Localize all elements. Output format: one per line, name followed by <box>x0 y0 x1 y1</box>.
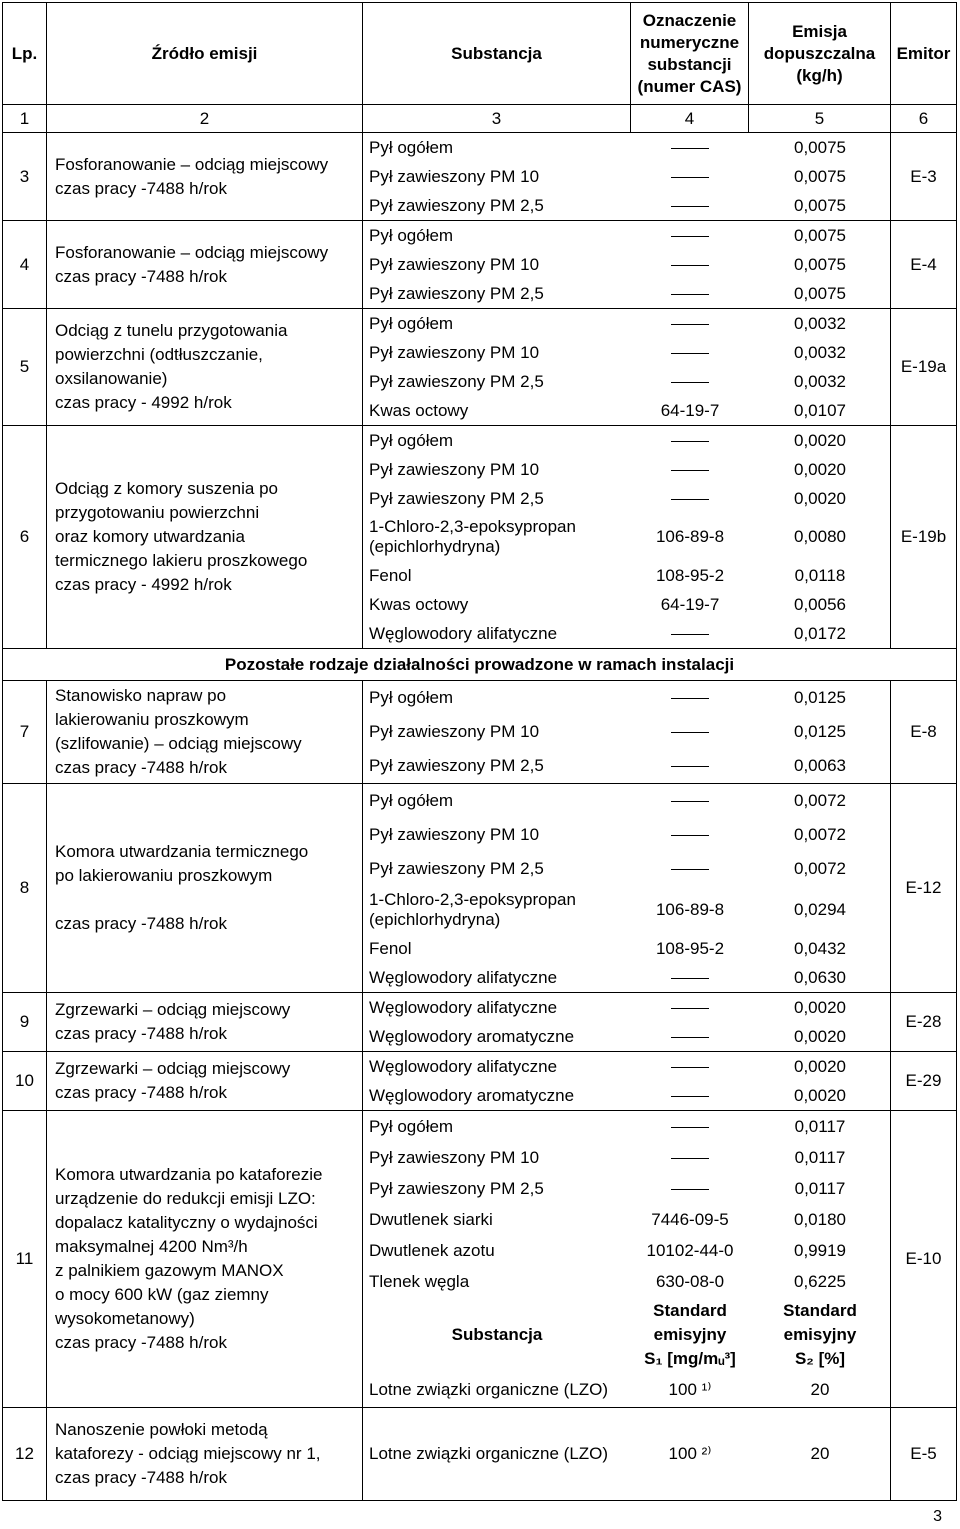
header-lp: Lp. <box>3 3 47 105</box>
emission-value: 0,0072 <box>794 859 846 878</box>
dash-mark <box>671 499 709 500</box>
row-number: 12 <box>3 1408 47 1501</box>
substance-row <box>363 484 891 513</box>
emission-source: Zgrzewarki – odciąg miejscowy czas pracy -7488 h/rok <box>47 993 363 1052</box>
row-number: 10 <box>3 1052 47 1111</box>
substance-block <box>363 993 891 1052</box>
cas-number: 108-95-2 <box>655 565 725 585</box>
table-row <box>3 1111 957 1408</box>
substance-block <box>363 221 891 309</box>
col-number: 6 <box>891 105 957 133</box>
emission-value: 0,0294 <box>794 900 846 919</box>
substance-list <box>363 309 891 425</box>
cas-number: 10102-44-0 <box>646 1240 734 1260</box>
cas-number <box>631 749 749 783</box>
table-row <box>3 784 957 993</box>
substance-name: Pył zawieszony PM 10 <box>369 459 540 479</box>
substance-row <box>363 749 891 783</box>
emission-value: 0,0020 <box>794 430 846 450</box>
cas-number <box>631 133 749 162</box>
cas-number <box>631 681 749 715</box>
substance-list <box>363 133 891 220</box>
cas-number <box>631 619 749 648</box>
emission-source: Stanowisko napraw po lakierowaniu proszkowym (szlifowanie) – odciąg miejscowy czas pracy -7488 h/rok <box>47 681 363 784</box>
emission-value: 0,0020 <box>794 1085 846 1105</box>
emission-value: 0,0125 <box>794 722 846 741</box>
standard-substance: Lotne związki organiczne (LZO) <box>369 1444 609 1463</box>
table-row <box>3 309 957 426</box>
substance-name: Węglowodory alifatyczne <box>369 997 558 1017</box>
dash-mark <box>671 835 709 836</box>
substance-row <box>363 784 891 818</box>
cas-number: 108-95-2 <box>655 938 725 958</box>
emission-value: 0,0117 <box>794 1147 846 1167</box>
emission-value: 0,0172 <box>794 623 846 643</box>
emission-value: 0,0072 <box>794 791 846 810</box>
emission-value: 0,0020 <box>794 997 846 1017</box>
substance-row <box>363 1235 891 1266</box>
substance-block <box>363 1111 891 1408</box>
emitter-code: E-19a <box>891 309 957 426</box>
cas-number: 106-89-8 <box>655 527 725 546</box>
substance-row <box>363 279 891 308</box>
substance-name: Tlenek węgla <box>369 1271 470 1291</box>
emitter-code: E-5 <box>891 1408 957 1501</box>
cas-number <box>631 484 749 513</box>
standard-s1: 100 ¹⁾ <box>668 1380 712 1399</box>
table-row <box>3 993 957 1052</box>
cas-number <box>631 455 749 484</box>
standard-s2: 20 <box>810 1380 830 1399</box>
dash-mark <box>671 766 709 767</box>
substance-name: Węglowodory alifatyczne <box>369 1056 558 1076</box>
standard-s1: 100 ²⁾ <box>668 1444 712 1463</box>
substance-name: Węglowodory alifatyczne <box>369 967 558 987</box>
substance-row <box>363 1111 891 1142</box>
substance-row <box>363 1142 891 1173</box>
substance-row <box>363 1173 891 1204</box>
table-row <box>3 1052 957 1111</box>
emission-value: 0,0075 <box>794 195 846 215</box>
substance-name: Pył ogółem <box>369 225 454 245</box>
substance-row <box>363 715 891 749</box>
substance-name: Kwas octowy <box>369 594 469 614</box>
col-number: 3 <box>363 105 631 133</box>
substance-name: Pył zawieszony PM 10 <box>369 342 540 362</box>
dash-mark <box>671 634 709 635</box>
emission-value: 0,0020 <box>794 488 846 508</box>
substance-row <box>363 619 891 648</box>
emission-value: 0,0020 <box>794 1026 846 1046</box>
cas-number <box>631 309 749 338</box>
substance-block <box>363 1408 891 1501</box>
emission-value: 0,0032 <box>794 342 846 362</box>
emission-source: Komora utwardzania po kataforezie urządzenie do redukcji emisji LZO: dopalacz katalityczny o wydajności maksymalnej 4200 Nm³/h z palnikiem gazowym MANOX o mocy 600 kW (gaz ziemny wysokometanowy) czas pracy -7488 h/rok <box>47 1111 363 1408</box>
emission-value: 0,0072 <box>794 825 846 844</box>
substance-row <box>363 963 891 992</box>
cas-number: 630-08-0 <box>655 1271 725 1291</box>
emitter-code: E-3 <box>891 133 957 221</box>
row-number: 3 <box>3 133 47 221</box>
emission-value: 0,0063 <box>794 756 846 775</box>
table-row <box>3 426 957 649</box>
emission-value: 0,6225 <box>794 1271 846 1291</box>
substance-name: Pył zawieszony PM 10 <box>369 825 540 844</box>
substance-name: Pył ogółem <box>369 430 454 450</box>
dash-mark <box>671 382 709 383</box>
standard-header-substance: Substancja <box>451 1325 543 1344</box>
cas-number <box>631 250 749 279</box>
emission-value: 0,0117 <box>794 1178 846 1198</box>
emission-value: 0,0125 <box>794 688 846 707</box>
substance-row <box>363 309 891 338</box>
substance-row <box>363 993 891 1022</box>
cas-number <box>631 1111 749 1142</box>
emission-source: Odciąg z tunelu przygotowania powierzchni (odtłuszczanie, oxsilanowanie) czas pracy - 4992 h/rok <box>47 309 363 426</box>
dash-mark <box>671 869 709 870</box>
emission-value: 0,0075 <box>794 166 846 186</box>
standard-row <box>363 1408 891 1500</box>
substance-name: Pył ogółem <box>369 688 454 707</box>
dash-mark <box>671 353 709 354</box>
cas-number <box>631 993 749 1022</box>
emission-value: 0,9919 <box>794 1240 846 1260</box>
substance-name: Pył zawieszony PM 10 <box>369 166 540 186</box>
row-number: 8 <box>3 784 47 993</box>
substance-name: 1-Chloro-2,3-epoksypropan (epichlorhydryna) <box>369 517 576 556</box>
emission-value: 0,0032 <box>794 371 846 391</box>
cas-number <box>631 1173 749 1204</box>
substance-name: Pył ogółem <box>369 1116 454 1136</box>
substance-row <box>363 396 891 425</box>
substance-name: Pył ogółem <box>369 791 454 810</box>
row-number: 6 <box>3 426 47 649</box>
cas-number: 64-19-7 <box>660 400 720 420</box>
substance-row <box>363 426 891 455</box>
substance-list <box>363 426 891 648</box>
substance-name: Fenol <box>369 938 412 958</box>
substance-row <box>363 590 891 619</box>
substance-name: Węglowodory aromatyczne <box>369 1085 575 1105</box>
dash-mark <box>671 1067 709 1068</box>
substance-row <box>363 818 891 852</box>
col-number: 2 <box>47 105 363 133</box>
substance-name: Fenol <box>369 565 412 585</box>
cas-number: 64-19-7 <box>660 594 720 614</box>
emission-value: 0,0075 <box>794 225 846 245</box>
table-row <box>3 1408 957 1501</box>
substance-name: Pył zawieszony PM 2,5 <box>369 756 544 775</box>
dash-mark <box>671 177 709 178</box>
substance-name: Pył zawieszony PM 2,5 <box>369 195 544 215</box>
substance-name: Pył zawieszony PM 10 <box>369 254 540 274</box>
column-number-row <box>3 105 957 133</box>
emitter-code: E-29 <box>891 1052 957 1111</box>
row-number: 4 <box>3 221 47 309</box>
substance-row <box>363 191 891 220</box>
dash-mark <box>671 236 709 237</box>
cas-number <box>631 715 749 749</box>
emission-table <box>2 2 957 1501</box>
header-emission: Emisja dopuszczalna (kg/h) <box>749 3 891 105</box>
emission-source: Fosforanowanie – odciąg miejscowy czas pracy -7488 h/rok <box>47 221 363 309</box>
substance-list <box>363 993 891 1051</box>
dash-mark <box>671 1158 709 1159</box>
substance-block <box>363 426 891 649</box>
section-heading: Pozostałe rodzaje działalności prowadzone w ramach instalacji <box>3 649 957 681</box>
emitter-code: E-19b <box>891 426 957 649</box>
cas-number <box>631 367 749 396</box>
col-number: 4 <box>631 105 749 133</box>
substance-list <box>363 221 891 308</box>
emitter-code: E-28 <box>891 993 957 1052</box>
emission-source: Nanoszenie powłoki metodą kataforezy - odciąg miejscowy nr 1, czas pracy -7488 h/rok <box>47 1408 363 1501</box>
substance-name: Pył ogółem <box>369 137 454 157</box>
substance-list <box>363 1111 891 1407</box>
substance-name: Pył zawieszony PM 2,5 <box>369 488 544 508</box>
substance-row <box>363 886 891 934</box>
substance-name: Węglowodory alifatyczne <box>369 623 558 643</box>
dash-mark <box>671 1096 709 1097</box>
substance-list <box>363 784 891 992</box>
dash-mark <box>671 732 709 733</box>
substance-list <box>363 1408 891 1500</box>
substance-row <box>363 513 891 561</box>
dash-mark <box>671 1008 709 1009</box>
cas-number <box>631 426 749 455</box>
col-number: 5 <box>749 105 891 133</box>
cas-number <box>631 162 749 191</box>
substance-name: Węglowodory aromatyczne <box>369 1026 575 1046</box>
emission-value: 0,0075 <box>794 254 846 274</box>
page-number: 3 <box>933 1508 942 1525</box>
emission-value: 0,0180 <box>794 1209 846 1229</box>
substance-name: Pył zawieszony PM 2,5 <box>369 371 544 391</box>
cas-number <box>631 1142 749 1173</box>
substance-name: Pył zawieszony PM 2,5 <box>369 283 544 303</box>
row-number: 11 <box>3 1111 47 1408</box>
emission-source: Komora utwardzania termicznego po lakierowaniu proszkowym czas pracy -7488 h/rok <box>47 784 363 993</box>
substance-row <box>363 852 891 886</box>
dash-mark <box>671 1189 709 1190</box>
substance-name: 1-Chloro-2,3-epoksypropan (epichlorhydryna) <box>369 890 576 929</box>
standard-substance: Lotne związki organiczne (LZO) <box>369 1380 609 1399</box>
emitter-code: E-12 <box>891 784 957 993</box>
emission-value: 0,0630 <box>794 967 846 987</box>
emission-source: Odciąg z komory suszenia po przygotowaniu powierzchni oraz komory utwardzania termicznego lakieru proszkowego czas pracy - 4992 h/rok <box>47 426 363 649</box>
row-number: 7 <box>3 681 47 784</box>
cas-number <box>631 963 749 992</box>
emission-value: 0,0432 <box>794 938 846 958</box>
table-body <box>3 133 957 1501</box>
substance-row <box>363 1022 891 1051</box>
dash-mark <box>671 206 709 207</box>
cas-number: 106-89-8 <box>655 900 725 919</box>
dash-mark <box>671 978 709 979</box>
cas-number <box>631 852 749 886</box>
cas-number <box>631 338 749 367</box>
emission-value: 0,0075 <box>794 137 846 157</box>
substance-name: Dwutlenek siarki <box>369 1209 493 1229</box>
dash-mark <box>671 801 709 802</box>
substance-name: Pył zawieszony PM 10 <box>369 1147 540 1167</box>
substance-name: Kwas octowy <box>369 400 469 420</box>
dash-mark <box>671 441 709 442</box>
cas-number <box>631 1052 749 1081</box>
table-row <box>3 133 957 221</box>
table-row <box>3 681 957 784</box>
substance-row <box>363 455 891 484</box>
emitter-code: E-8 <box>891 681 957 784</box>
substance-name: Pył ogółem <box>369 313 454 333</box>
substance-name: Dwutlenek azotu <box>369 1240 495 1260</box>
dash-mark <box>671 470 709 471</box>
emission-value: 0,0107 <box>794 400 846 420</box>
substance-name: Pył zawieszony PM 2,5 <box>369 1178 544 1198</box>
substance-row <box>363 934 891 963</box>
dash-mark <box>671 265 709 266</box>
substance-row <box>363 1052 891 1081</box>
section-row <box>3 649 957 681</box>
header-substance: Substancja <box>363 3 631 105</box>
emission-value: 0,0056 <box>794 594 846 614</box>
substance-row <box>363 1266 891 1297</box>
emission-value: 0,0080 <box>794 527 846 546</box>
cas-number <box>631 191 749 220</box>
cas-number <box>631 784 749 818</box>
substance-row <box>363 367 891 396</box>
dash-mark <box>671 294 709 295</box>
emission-value: 0,0032 <box>794 313 846 333</box>
emitter-code: E-10 <box>891 1111 957 1408</box>
substance-list <box>363 1052 891 1110</box>
emission-value: 0,0118 <box>794 565 846 585</box>
emission-value: 0,0020 <box>794 1056 846 1076</box>
row-number: 5 <box>3 309 47 426</box>
dash-mark <box>671 1127 709 1128</box>
standard-header-row <box>363 1297 891 1373</box>
substance-block <box>363 133 891 221</box>
substance-block <box>363 681 891 784</box>
header-emitter: Emitor <box>891 3 957 105</box>
dash-mark <box>671 1037 709 1038</box>
header-cas: Oznaczenie numeryczne substancji (numer CAS) <box>631 3 749 105</box>
standard-row <box>363 1373 891 1407</box>
cas-number <box>631 1022 749 1051</box>
col-number: 1 <box>3 105 47 133</box>
cas-number <box>631 279 749 308</box>
emission-source: Fosforanowanie – odciąg miejscowy czas pracy -7488 h/rok <box>47 133 363 221</box>
dash-mark <box>671 148 709 149</box>
cas-number <box>631 221 749 250</box>
emission-value: 0,0020 <box>794 459 846 479</box>
substance-name: Pył zawieszony PM 2,5 <box>369 859 544 878</box>
substance-block <box>363 309 891 426</box>
cas-number <box>631 818 749 852</box>
substance-row <box>363 1081 891 1110</box>
cas-number: 7446-09-5 <box>651 1209 729 1229</box>
cas-number <box>631 1081 749 1110</box>
standard-header-s1: Standard emisyjny S₁ [mg/mᵤ³] <box>644 1301 736 1368</box>
table-row <box>3 221 957 309</box>
substance-block <box>363 1052 891 1111</box>
substance-row <box>363 561 891 590</box>
substance-row <box>363 1204 891 1235</box>
substance-name: Pył zawieszony PM 10 <box>369 722 540 741</box>
standard-s2: 20 <box>810 1444 830 1463</box>
substance-row <box>363 133 891 162</box>
emission-value: 0,0117 <box>794 1116 846 1136</box>
substance-row <box>363 221 891 250</box>
standard-header-s2: Standard emisyjny S₂ [%] <box>783 1301 857 1368</box>
dash-mark <box>671 698 709 699</box>
substance-list <box>363 681 891 783</box>
substance-row <box>363 681 891 715</box>
dash-mark <box>671 324 709 325</box>
substance-block <box>363 784 891 993</box>
emission-value: 0,0075 <box>794 283 846 303</box>
substance-row <box>363 250 891 279</box>
row-number: 9 <box>3 993 47 1052</box>
emission-source: Zgrzewarki – odciąg miejscowy czas pracy -7488 h/rok <box>47 1052 363 1111</box>
header-source: Źródło emisji <box>47 3 363 105</box>
substance-row <box>363 162 891 191</box>
substance-row <box>363 338 891 367</box>
emitter-code: E-4 <box>891 221 957 309</box>
